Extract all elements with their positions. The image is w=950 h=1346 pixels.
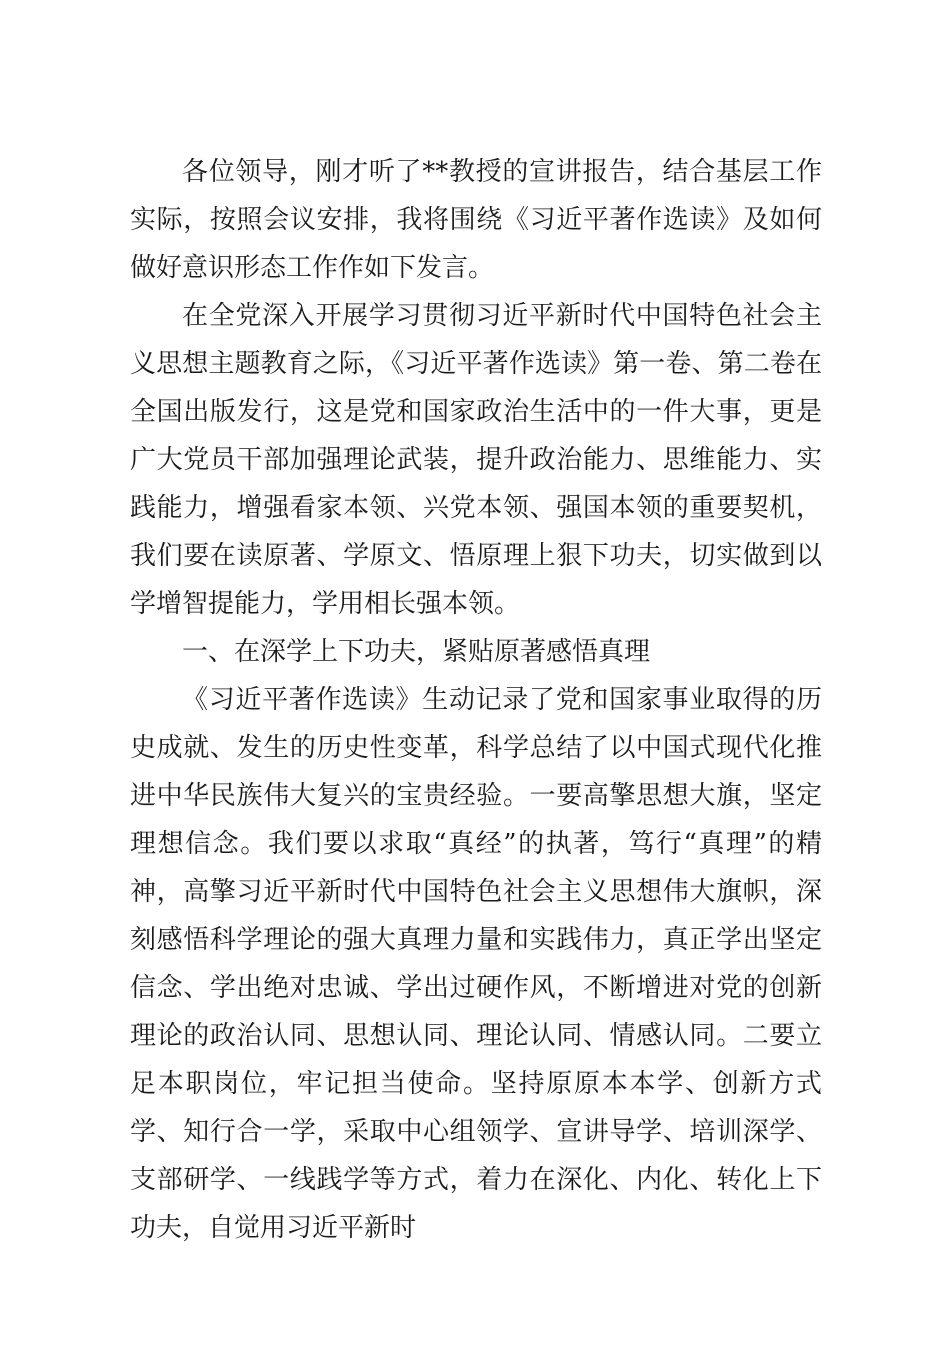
context-paragraph: 在全党深入开展学习贯彻习近平新时代中国特色社会主义思想主题教育之际，《习近平著作选读》第一卷、第二卷在全国出版发行，这是党和国家政治生活中的一件大事，更是广大党员干部加强理论武装，提升政治能力、思维能力、实践能力，增强看家本领、兴党本领、强国本领的重要契机，我们要在读原著、学原文、悟原理上狠下功夫，切实做到以学增智提能力，学用相长强本领。 [130, 301, 822, 619]
document-page [130, 148, 822, 1252]
section-heading: 一、在深学上下功夫，紧贴原著感悟真理 [182, 637, 651, 667]
section-body-paragraph: 《习近平著作选读》生动记录了党和国家事业取得的历史成就、发生的历史性变革，科学总结了以中国式现代化推进中华民族伟大复兴的宝贵经验。一要高擎思想大旗，坚定理想信念。我们要以求取“真经”的执著，笃行“真理”的精神，高擎习近平新时代中国特色社会主义思想伟大旗帜，深刻感悟科学理论的强大真理力量和实践伟力，真正学出坚定信念、学出绝对忠诚、学出过硬作风，不断增进对党的创新理论的政治认同、思想认同、理论认同、情感认同。二要立足本职岗位，牢记担当使命。坚持原原本本学、创新方式学、知行合一学，采取中心组领学、宣讲导学、培训深学、支部研学、一线践学等方式，着力在深化、内化、转化上下功夫，自觉用习近平新时 [130, 685, 822, 1243]
opening-paragraph: 各位领导，刚才听了**教授的宣讲报告，结合基层工作实际，按照会议安排，我将围绕《习近平著作选读》及如何做好意识形态工作作如下发言。 [130, 157, 822, 283]
